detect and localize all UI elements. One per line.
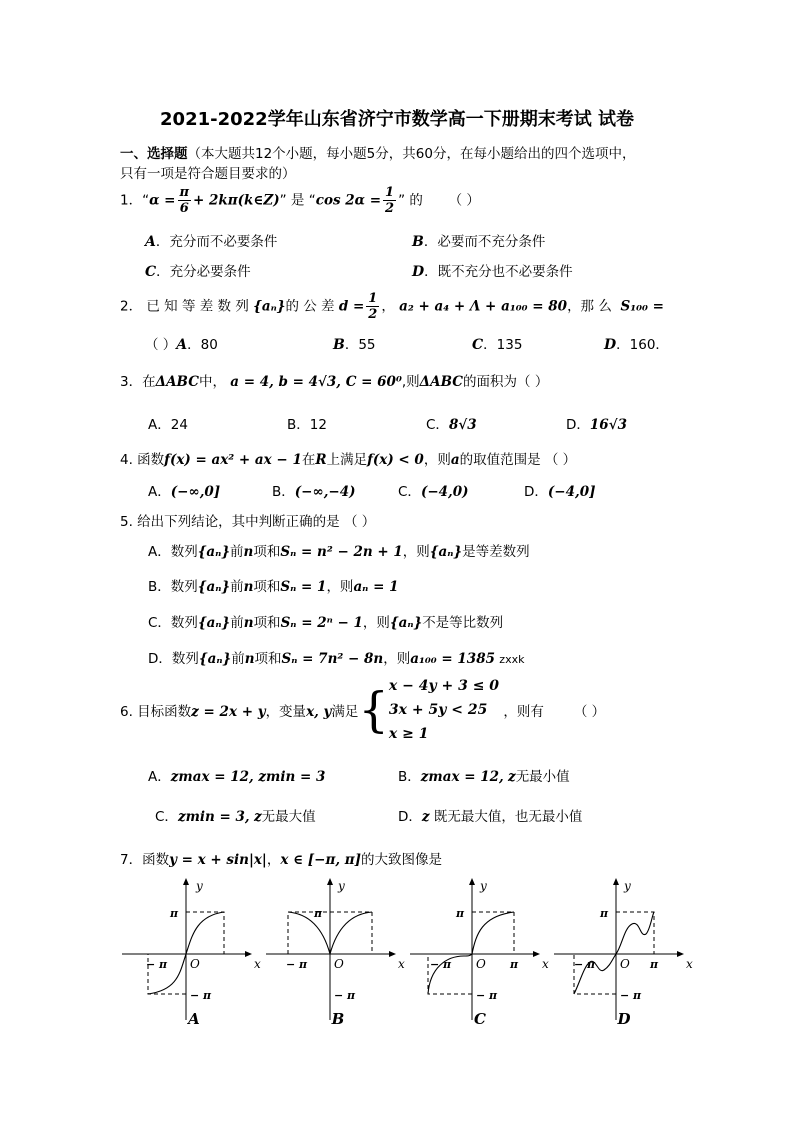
q1-a-text: ．充分而不必要条件 bbox=[155, 234, 278, 250]
q5-a-mid2: 项和 bbox=[253, 544, 281, 560]
q1-option-b bbox=[412, 230, 545, 250]
graph-d-y-label: y bbox=[624, 879, 631, 893]
q5-b-seq: {aₙ} bbox=[197, 579, 231, 595]
graph-a-pi: π bbox=[170, 907, 179, 920]
q4-option-d bbox=[524, 480, 595, 500]
q3-option-c bbox=[426, 413, 477, 433]
q2-b-text: ．55 bbox=[344, 337, 376, 353]
graph-d-label: D bbox=[617, 1010, 631, 1028]
q6-b-value: zmax = 12, bbox=[420, 769, 504, 785]
q3-triangle-2: ΔABC bbox=[419, 374, 464, 390]
q6-number: 6. 目标函数 bbox=[120, 704, 192, 720]
q5-a-end: 是等差数列 bbox=[462, 544, 530, 560]
q2-options bbox=[145, 333, 218, 353]
q5-a-sum: Sₙ = n² − 2n + 1 bbox=[280, 544, 403, 560]
q5-b-mid: 前 bbox=[230, 579, 244, 595]
q5-option-a bbox=[148, 540, 530, 560]
q4-b-value: (−∞,−4) bbox=[294, 484, 356, 500]
graph-a-y-label: y bbox=[196, 879, 203, 893]
q4-inequality: f(x) < 0 bbox=[367, 452, 424, 468]
q2-answer-paren: （ ） bbox=[145, 337, 177, 353]
q3-option-d bbox=[566, 413, 627, 433]
q5-c-end: 不是等比数列 bbox=[422, 615, 504, 631]
q7-domain: x ∈ [−π, π] bbox=[280, 852, 362, 868]
q5-c-seq: {aₙ} bbox=[197, 615, 231, 631]
q4-a-value: (−∞,0] bbox=[170, 484, 221, 500]
graph-c bbox=[406, 872, 548, 1028]
q5-c-pre: C．数列 bbox=[148, 615, 198, 631]
q2-text-2: 的 公 差 bbox=[285, 298, 335, 315]
q1-end: ” 的 bbox=[398, 192, 423, 209]
q2-frac-num: 1 bbox=[368, 291, 378, 306]
q5-d-post: ，则 bbox=[383, 651, 411, 667]
q6-d-z: z bbox=[421, 809, 430, 825]
q3-text-2: ,则 bbox=[401, 374, 420, 390]
q4-c-label: C． bbox=[398, 484, 421, 500]
q6-answer-paren: （ ） bbox=[573, 704, 606, 720]
q1-option-d bbox=[412, 260, 573, 280]
q2-option-d bbox=[604, 333, 669, 353]
q6-a-label: A． bbox=[148, 769, 171, 785]
question-6 bbox=[120, 674, 605, 746]
graph-c-neg-pi-y: − π bbox=[476, 989, 498, 1002]
graph-a-x-label: x bbox=[254, 957, 261, 971]
graph-c-origin: O bbox=[476, 957, 486, 971]
q6-text-3: ，则有 bbox=[503, 704, 544, 720]
q4-d-label: D． bbox=[524, 484, 548, 500]
q6-constraint-1: x − 4y + 3 ≤ 0 bbox=[388, 678, 500, 694]
q2-frac-den: 2 bbox=[368, 307, 378, 322]
q5-d-seq: {aₙ} bbox=[198, 651, 232, 667]
q6-d-text: 既无最大值，也无最小值 bbox=[433, 809, 583, 825]
q6-c-text: 无最大值 bbox=[261, 809, 316, 825]
graph-a-neg-pi-x: − π bbox=[146, 958, 168, 971]
q4-option-b bbox=[272, 480, 356, 500]
q5-b-mid2: 项和 bbox=[253, 579, 281, 595]
graph-a-origin: O bbox=[190, 957, 200, 971]
q1-option-c bbox=[145, 260, 251, 280]
q6-brace: { bbox=[358, 682, 389, 738]
q5-d-n: n bbox=[244, 651, 255, 667]
q1-mid: ” 是 “ bbox=[279, 192, 316, 209]
q5-d-tail: zxxk bbox=[499, 653, 525, 666]
q6-option-b bbox=[398, 765, 570, 785]
q6-constraint-3: x ≥ 1 bbox=[388, 726, 429, 742]
q5-b-pre: B．数列 bbox=[148, 579, 198, 595]
question-5: 5. 给出下列结论，其中判断正确的是 （ ） bbox=[120, 514, 376, 530]
graph-b-y-label: y bbox=[338, 879, 345, 893]
q2-c-text: ．135 bbox=[483, 337, 523, 353]
q1-d-text: ．既不充分也不必要条件 bbox=[424, 264, 573, 280]
graph-a-neg-pi-y: − π bbox=[190, 989, 212, 1002]
q3-option-a: A．24 bbox=[148, 417, 188, 433]
q6-d-label: D． bbox=[398, 809, 422, 825]
q1-cos: cos 2α = bbox=[315, 192, 382, 209]
q4-function: f(x) = ax² + ax − 1 bbox=[164, 452, 302, 468]
q6-b-label: B． bbox=[398, 769, 421, 785]
q2-text-1: 已 知 等 差 数 列 bbox=[146, 298, 249, 315]
q2-s100: S₁₀₀ = bbox=[620, 298, 664, 315]
q2-c-label: C bbox=[472, 337, 484, 353]
q5-option-c bbox=[148, 611, 503, 631]
q1-cond-a: α = bbox=[149, 192, 176, 209]
q4-c-value: (−4,0) bbox=[420, 484, 469, 500]
q2-option-c bbox=[472, 333, 522, 353]
q3-triangle: ΔABC bbox=[155, 374, 199, 390]
graph-d-pi-x: π bbox=[650, 958, 659, 971]
graph-c-label: C bbox=[474, 1010, 486, 1028]
q1-b-text: ．必要而不充分条件 bbox=[423, 234, 546, 250]
q4-text-4: 的取值范围是 （ ） bbox=[459, 452, 577, 468]
q3-d-label: D． bbox=[566, 417, 590, 433]
q6-option-c bbox=[155, 805, 316, 825]
q5-d-sum: Sₙ = 7n² − 8n bbox=[281, 651, 384, 667]
q5-b-result: aₙ = 1 bbox=[353, 579, 399, 595]
q2-a-label: A bbox=[176, 337, 188, 353]
graph-b-x-label: x bbox=[398, 957, 405, 971]
section-intro bbox=[120, 142, 635, 162]
q3-text-1: 中， bbox=[198, 374, 226, 390]
q2-number: 2． bbox=[120, 298, 143, 315]
q4-option-c bbox=[398, 480, 469, 500]
q1-a-label: A bbox=[145, 234, 156, 250]
graph-d-origin: O bbox=[620, 957, 630, 971]
q2-equation: a₂ + a₄ + Λ + a₁₀₀ = 80 bbox=[399, 298, 568, 315]
q3-d-value: 16√3 bbox=[589, 417, 627, 433]
section-desc-2: 只有一项是符合题目要求的） bbox=[120, 166, 296, 182]
q2-d-label: D bbox=[604, 337, 617, 353]
q5-d-result: a₁₀₀ = 1385 bbox=[410, 651, 495, 667]
q5-a-pre: A．数列 bbox=[148, 544, 198, 560]
question-1 bbox=[120, 186, 480, 215]
q1-frac2-num: 1 bbox=[385, 185, 395, 200]
graph-b-neg-pi-x: − π bbox=[286, 958, 308, 971]
q6-b-text: 无最小值 bbox=[515, 769, 570, 785]
q3-conditions: a = 4, b = 4√3, C = 60⁰ bbox=[230, 374, 402, 390]
q4-text-2: 上满足 bbox=[326, 452, 368, 468]
graph-d-pi: π bbox=[600, 907, 609, 920]
question-3 bbox=[120, 370, 548, 390]
q2-fraction bbox=[366, 292, 379, 321]
q6-c-value: zmin = 3, bbox=[177, 809, 250, 825]
graph-b-origin: O bbox=[334, 957, 344, 971]
q5-d-mid: 前 bbox=[231, 651, 245, 667]
q5-c-sum: Sₙ = 2ⁿ − 1 bbox=[280, 615, 363, 631]
q2-seq: {aₙ} bbox=[253, 298, 286, 315]
q6-c-label: C． bbox=[155, 809, 178, 825]
q5-b-n: n bbox=[243, 579, 254, 595]
q5-a-seq2: {aₙ} bbox=[429, 544, 463, 560]
question-7 bbox=[120, 848, 442, 868]
q5-b-post: ，则 bbox=[326, 579, 354, 595]
q6-constraint-2: 3x + 5y < 25 bbox=[388, 702, 488, 718]
q6-constraints bbox=[389, 674, 499, 746]
q4-text-1: 在 bbox=[301, 452, 316, 468]
q4-b-label: B． bbox=[272, 484, 295, 500]
q1-c-label: C bbox=[145, 264, 157, 280]
page-title: 2021-2022学年山东省济宁市数学高一下册期末考试 试卷 bbox=[160, 109, 634, 130]
q1-number: 1． bbox=[120, 192, 143, 209]
q7-text-2: 的大致图像是 bbox=[361, 852, 443, 868]
q4-option-a bbox=[148, 480, 220, 500]
graph-c-pi: π bbox=[456, 907, 465, 920]
q3-c-value: 8√3 bbox=[448, 417, 477, 433]
q1-b-label: B bbox=[412, 234, 424, 250]
q6-a-value: zmax = 12, zmin = 3 bbox=[170, 769, 326, 785]
q1-d-label: D bbox=[412, 264, 425, 280]
q5-c-seq2: {aₙ} bbox=[389, 615, 423, 631]
question-2: 2． 已 知 等 差 数 列 {aₙ}的 公 差 d = $\frac{1}{2}$ ， a₂ + a₄ + Λ + a₁₀₀ = 80，那 么 S₁₀₀ = bbox=[120, 291, 664, 322]
q3-number: 3．在 bbox=[120, 374, 156, 390]
q2-text-3: ，那 么 bbox=[567, 298, 612, 315]
q2-a-text: ．80 bbox=[187, 337, 218, 353]
graph-b-label: B bbox=[331, 1010, 345, 1028]
q4-R: R bbox=[315, 452, 327, 468]
q5-c-n: n bbox=[243, 615, 254, 631]
q2-d: d = bbox=[338, 298, 365, 315]
section-heading: 一、选择题 bbox=[120, 146, 188, 162]
q3-c-label: C． bbox=[426, 417, 449, 433]
q6-c-z: z bbox=[253, 809, 262, 825]
q1-frac-num: π bbox=[179, 185, 190, 200]
q1-frac2-den: 2 bbox=[385, 201, 395, 216]
q3-option-b: B．12 bbox=[287, 417, 327, 433]
q6-text-2: 满足 bbox=[331, 704, 359, 720]
graph-c-x-label: x bbox=[542, 957, 549, 971]
q5-option-b bbox=[148, 575, 398, 595]
q3-text-3: 的面积为（ ） bbox=[463, 374, 549, 390]
q6-text-1: ，变量 bbox=[265, 704, 307, 720]
q2-d-text: ．160． bbox=[616, 337, 669, 353]
graph-c-pi-x: π bbox=[510, 958, 519, 971]
q5-c-mid: 前 bbox=[230, 615, 244, 631]
q4-a: a bbox=[450, 452, 460, 468]
q4-number: 4. 函数 bbox=[120, 452, 165, 468]
q7-function: y = x + sin|x| bbox=[169, 852, 267, 868]
q5-a-seq: {aₙ} bbox=[197, 544, 231, 560]
graph-d bbox=[550, 872, 692, 1028]
q1-answer-paren: （ ） bbox=[448, 192, 480, 209]
q6-objective: z = 2x + y bbox=[191, 704, 266, 720]
graph-b bbox=[262, 872, 404, 1028]
graph-c-y-label: y bbox=[480, 879, 487, 893]
q1-c-text: ．充分必要条件 bbox=[156, 264, 251, 280]
q7-number: 7．函数 bbox=[120, 852, 170, 868]
q5-d-pre: D．数列 bbox=[148, 651, 199, 667]
q5-a-mid: 前 bbox=[230, 544, 244, 560]
graph-b-pi: π bbox=[314, 907, 323, 920]
graph-d-neg-pi-y: − π bbox=[620, 989, 642, 1002]
q6-b-z: z bbox=[508, 769, 516, 785]
q5-d-mid2: 项和 bbox=[254, 651, 282, 667]
q1-quote-open: “ bbox=[142, 192, 150, 209]
q1-option-a bbox=[145, 230, 277, 250]
q4-a-label: A． bbox=[148, 484, 171, 500]
graph-d-x-label: x bbox=[686, 957, 693, 971]
q6-option-d bbox=[398, 805, 582, 825]
q5-a-post: ，则 bbox=[402, 544, 430, 560]
q5-option-d bbox=[148, 647, 524, 667]
graph-a-label: A bbox=[188, 1010, 200, 1028]
q5-b-sum: Sₙ = 1 bbox=[280, 579, 327, 595]
q1-fraction bbox=[178, 186, 192, 215]
q4-text-3: ，则 bbox=[423, 452, 451, 468]
section-desc-1: （本大题共12个小题，每小题5分，共60分，在每小题给出的四个选项中， bbox=[187, 146, 636, 162]
graph-b-neg-pi-y: − π bbox=[334, 989, 356, 1002]
q2-option-b bbox=[333, 333, 376, 353]
q1-fraction-2 bbox=[383, 186, 396, 215]
q5-c-post: ，则 bbox=[362, 615, 390, 631]
q7-text-1: ， bbox=[266, 852, 281, 868]
q5-a-n: n bbox=[243, 544, 254, 560]
q6-variables: x, y bbox=[306, 704, 332, 720]
q1-cond-b: + 2kπ(k∈Z) bbox=[193, 192, 280, 209]
q2-b-label: B bbox=[333, 337, 345, 353]
graph-d-neg-pi-x: − π bbox=[574, 958, 596, 971]
question-4 bbox=[120, 448, 576, 468]
q4-d-value: (−4,0] bbox=[547, 484, 596, 500]
graph-a bbox=[118, 872, 260, 1028]
q1-frac-den: 6 bbox=[179, 201, 189, 216]
q5-c-mid2: 项和 bbox=[253, 615, 281, 631]
graph-c-neg-pi-x: − π bbox=[430, 958, 452, 971]
q6-option-a bbox=[148, 765, 325, 785]
